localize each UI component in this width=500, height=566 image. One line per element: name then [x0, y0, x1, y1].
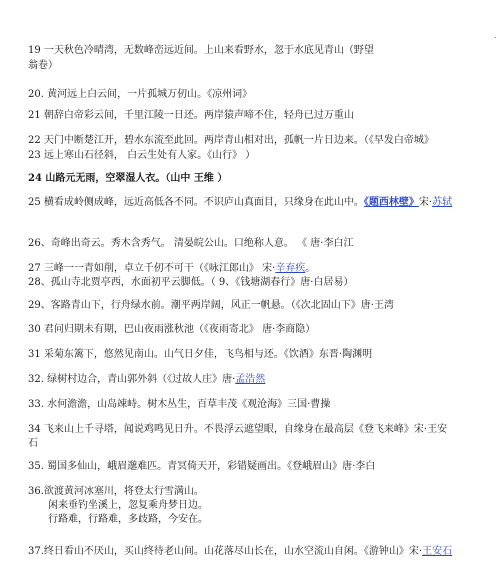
- poem-line-32-text: 32. 绿树村边合，青山郭外斜（《过故人庄》唐·: [28, 374, 236, 385]
- poem-25-title-link[interactable]: 《题西林壁》: [363, 197, 419, 208]
- poem-32-author-link[interactable]: 孟浩然: [235, 374, 266, 385]
- poem-line-19: 19 一天秋色冷晴湾，无数峰峦远近间。上山来看野水，忽于水底见青山（野望: [28, 45, 374, 56]
- poem-line-35: 35. 蜀国多仙山，峨眉邈难匹。青冥倚天开，彩错疑画出。《登峨眉山》唐·李白: [28, 461, 376, 472]
- poem-line-22: 22 天门中断楚江开，碧水东流至此回。两岸青山相对出，孤帆一片日边来。（《早发白帝城》: [28, 135, 434, 146]
- poem-line-34: 34 飞来山上千寻塔，闻说鸡鸣见日升。不畏浮云遮望眼，自缘身在最高层《登飞来峰》宋·王安: [28, 424, 448, 435]
- poem-line-28: 28、孤山寺北贾亭西，水面初平云脚低。（ 9、《钱塘湖春行》唐·白居易）: [28, 277, 354, 288]
- poem-line-19-cont: 翁卷）: [28, 60, 58, 71]
- poem-line-33: 33. 水何澹澹，山岛竦峙。树木丛生，百草丰茂《观沧海》三国·曹操: [28, 399, 331, 410]
- poem-line-30: 30 君问归期未有期，巴山夜雨涨秋池（《夜雨寄北》 唐·李商隐）: [28, 324, 316, 335]
- poem-line-36-cont-2: 行路难，行路难，多歧路，今安在。: [48, 514, 208, 525]
- poem-line-26: 26、奇峰出奇云。秀木含秀气。 清晏皖公山。口绝称人意。 《 唐·李白江: [28, 238, 354, 249]
- poem-25-author-link[interactable]: 苏轼: [432, 197, 453, 208]
- poem-27-author-link[interactable]: 辛弃疾: [275, 263, 306, 274]
- poem-line-29: 29、客路青山下，行舟绿水前。潮平两岸阔，风正一帆悬。（《次北固山下》唐·王湾: [28, 300, 394, 311]
- poem-line-21: 21 朝辞白帝彩云间，千里江陵一日还。两岸猿声啼不住，轻舟已过万重山: [28, 110, 354, 121]
- poem-line-20: 20. 黄河远上白云间，一片孤城万仞山。《凉州词》: [28, 89, 253, 100]
- poem-line-32: [28, 373, 492, 387]
- poem-line-34-cont: 石: [28, 438, 38, 449]
- poem-line-27: [28, 262, 492, 276]
- poem-line-25-text: 25 横看成岭侧成峰，远近高低各不同。不识庐山真面目，只缘身在此山中。: [28, 197, 364, 208]
- poem-line-31: 31 采菊东篱下，悠然见南山。山气日夕佳，飞鸟相与还。《饮酒》东晋·陶渊明: [28, 349, 373, 360]
- poem-line-23: 23 远上寒山石径斜， 白云生处有人家。《山行》 ）: [28, 150, 256, 161]
- poem-line-36: 36.欲渡黄河冰塞川，将登太行雪满山。: [28, 486, 204, 497]
- poem-line-37: [28, 545, 492, 559]
- poem-37-author-link[interactable]: 王安石: [422, 546, 453, 557]
- poem-25-dynasty: 宋·: [418, 197, 433, 208]
- corner-mark: [495, 37, 496, 38]
- poem-line-37-text: 37.终日看山不厌山，买山终待老山间。山花落尽山长在，山水空流山自闲。《游钟山》宋·: [28, 546, 423, 557]
- poem-line-27-text: 27 三峰一一青如削，卓立千仞不可干（《咏江郎山》 宋·: [28, 263, 276, 274]
- poem-line-27-end: 。: [305, 263, 316, 274]
- poem-line-24: 24 山路元无雨，空翠湿人衣。（山中 王维 ）: [28, 173, 228, 184]
- poem-line-36-cont-1: 闲来垂钓坐溪上，忽复乘舟梦日边。: [48, 500, 208, 511]
- poem-line-25: [28, 196, 492, 210]
